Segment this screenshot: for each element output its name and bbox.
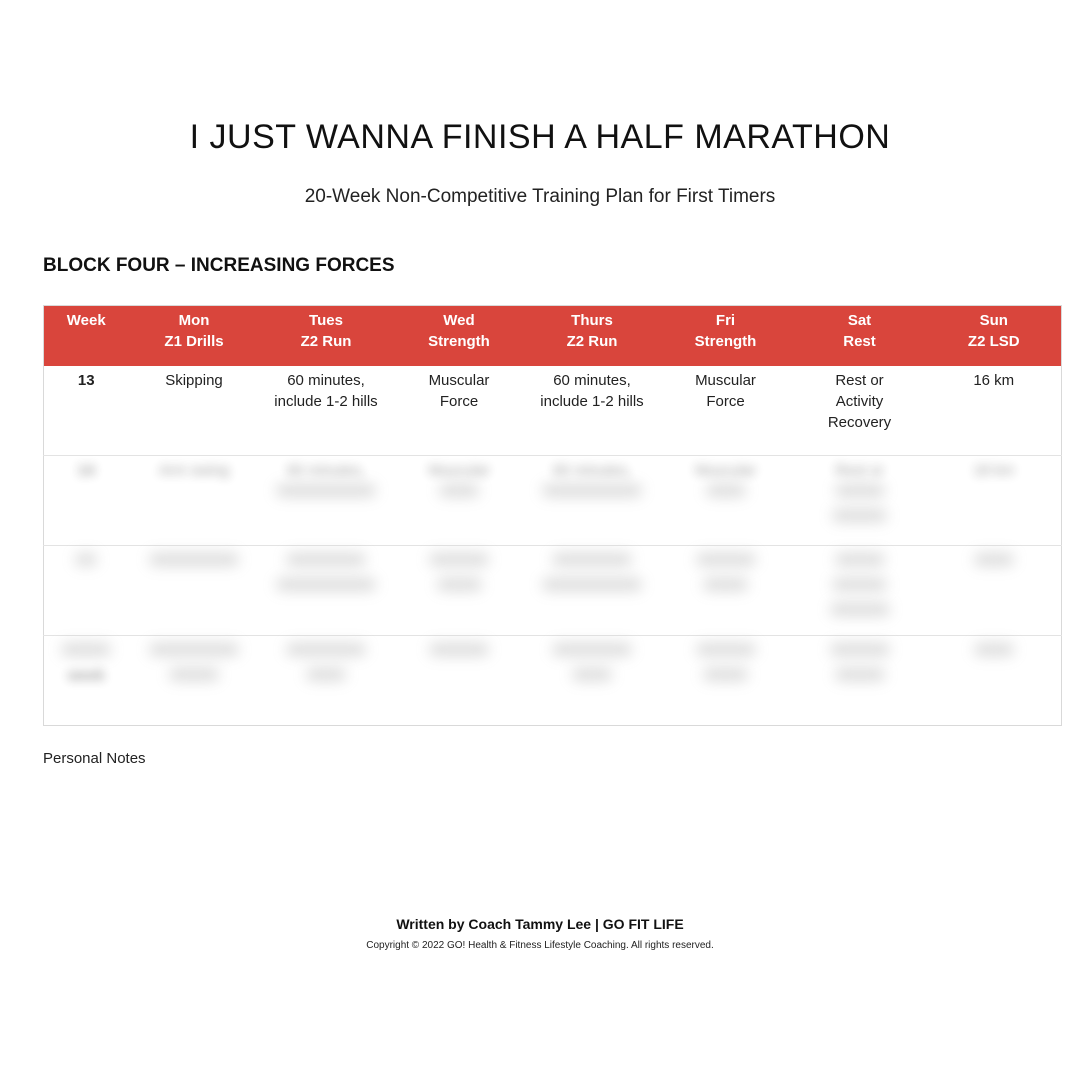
wed-cell: Muscular Force xyxy=(428,372,490,410)
sun-cell: 16 km xyxy=(973,372,1015,389)
fri-cell xyxy=(659,636,793,726)
week-number xyxy=(44,546,129,636)
header-sat: Sat Rest xyxy=(793,306,927,367)
wed-cell xyxy=(393,636,526,726)
fri-cell xyxy=(659,546,793,636)
page-subtitle: 20-Week Non-Competitive Training Plan for First Timers xyxy=(304,186,776,207)
personal-notes-label: Personal Notes xyxy=(43,750,146,767)
block-heading: BLOCK FOUR – INCREASING FORCES xyxy=(43,255,395,276)
training-plan-table xyxy=(43,305,1062,726)
wed-cell: Muscular xyxy=(393,456,526,546)
sun-cell: 18 km xyxy=(927,456,1062,546)
sat-cell: Rest or Activity Recovery xyxy=(827,372,892,431)
sat-cell: Rest or xyxy=(793,456,927,546)
week-number: 13 xyxy=(77,372,95,389)
header-fri: Fri Strength xyxy=(659,306,793,367)
wed-cell xyxy=(393,546,526,636)
mon-cell xyxy=(129,636,260,726)
sat-cell xyxy=(793,636,927,726)
tues-cell xyxy=(260,636,393,726)
footer-copyright: Copyright © 2022 GO! Health & Fitness Lifestyle Coaching. All rights reserved. xyxy=(366,940,714,951)
fri-cell: Muscular xyxy=(659,456,793,546)
week-number: week xyxy=(44,636,129,726)
header-sun: Sun Z2 LSD xyxy=(927,306,1062,367)
header-thurs: Thurs Z2 Run xyxy=(526,306,659,367)
mon-cell xyxy=(129,546,260,636)
footer-author: Written by Coach Tammy Lee | GO FIT LIFE xyxy=(396,916,684,932)
table-row-week-16 xyxy=(44,636,1062,726)
mon-cell: Arm swing xyxy=(129,456,260,546)
week-number: 14 xyxy=(44,456,129,546)
thurs-cell xyxy=(526,636,659,726)
tues-cell: 60 minutes, include 1-2 hills xyxy=(274,372,378,410)
fri-cell: Muscular Force xyxy=(695,372,756,410)
header-mon: Mon Z1 Drills xyxy=(129,306,260,367)
sun-cell xyxy=(927,636,1062,726)
table-row-week-14 xyxy=(44,456,1062,546)
table-header-row xyxy=(44,306,1062,367)
header-week: Week xyxy=(44,306,129,367)
mon-cell: Skipping xyxy=(165,372,223,389)
page-title: I JUST WANNA FINISH A HALF MARATHON xyxy=(189,118,891,156)
tues-cell xyxy=(260,546,393,636)
tues-cell: 60 minutes, xyxy=(260,456,393,546)
sat-cell xyxy=(793,546,927,636)
header-tues: Tues Z2 Run xyxy=(260,306,393,367)
sun-cell xyxy=(927,546,1062,636)
thurs-cell xyxy=(526,546,659,636)
header-wed: Wed Strength xyxy=(393,306,526,367)
thurs-cell: 60 minutes, xyxy=(526,456,659,546)
table-row-week-13 xyxy=(44,366,1062,456)
table-row-week-15 xyxy=(44,546,1062,636)
thurs-cell: 60 minutes, include 1-2 hills xyxy=(540,372,644,410)
